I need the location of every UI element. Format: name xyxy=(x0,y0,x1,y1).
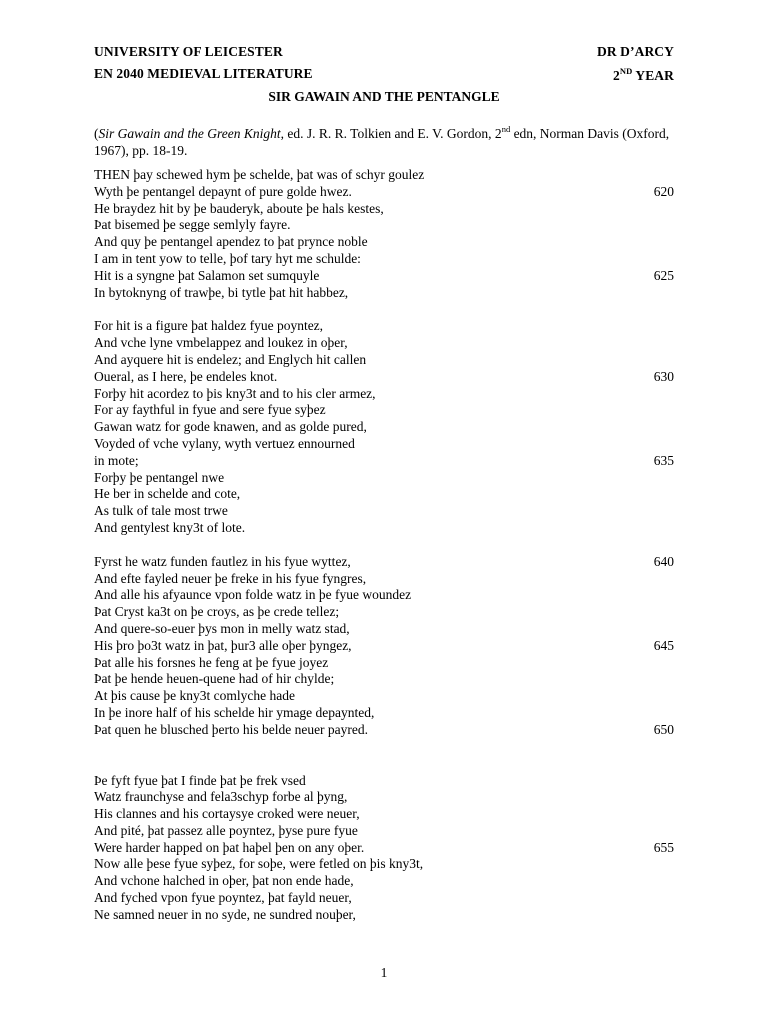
citation-editors: , ed. J. R. R. Tolkien and E. V. Gordon, 2 xyxy=(280,126,502,141)
line-number: 630 xyxy=(653,368,674,384)
verse-line xyxy=(94,773,674,790)
stanza xyxy=(94,167,674,301)
course-title: EN 2040 MEDIEVAL LITERATURE xyxy=(94,66,313,81)
verse-text: THEN þay schewed hym þe schelde, þat was of schyr goulez xyxy=(94,167,425,182)
verse-text: And quere-so-euer þys mon in melly watz stad, xyxy=(94,620,350,636)
line-number: 625 xyxy=(653,267,674,283)
verse-text: And fyched vpon fyue poyntez, þat fayld neuer, xyxy=(94,890,352,906)
verse-text: Oueral, as I here, þe endeles knot. xyxy=(94,368,278,384)
verse-line xyxy=(94,217,674,234)
citation-superscript: nd xyxy=(501,124,511,134)
verse-text: And vche lyne vmbelappez and loukez in oþer, xyxy=(94,335,348,351)
verse-line xyxy=(94,234,674,251)
verse-line xyxy=(94,167,674,184)
citation xyxy=(94,121,674,159)
verse-line xyxy=(94,184,674,201)
verse-line xyxy=(94,705,674,722)
verse-line xyxy=(94,873,674,890)
stanza-gap xyxy=(94,537,674,554)
lecturer-name: DR D’ARCY xyxy=(596,44,674,59)
verse-line xyxy=(94,671,674,688)
verse-text: And pité, þat passez alle poyntez, þyse pure fyue xyxy=(94,822,358,838)
line-number: 655 xyxy=(653,839,674,855)
stanza xyxy=(94,318,674,536)
verse-line xyxy=(94,571,674,588)
verse-text: in mote; xyxy=(94,452,139,468)
verse-line xyxy=(94,419,674,436)
verse-text: Þat þe hende heuen-quene had of hir chylde; xyxy=(94,671,335,687)
verse-line xyxy=(94,907,674,924)
year-number: 2 xyxy=(613,68,620,83)
verse-text: And gentylest kny3t of lote. xyxy=(94,519,246,535)
line-number: 640 xyxy=(653,553,674,569)
page-number: 1 xyxy=(380,965,388,980)
verse-text: Ne samned neuer in no syde, ne sundred nouþer, xyxy=(94,906,356,922)
verse-text: Þat Cryst ka3t on þe croys, as þe crede tellez; xyxy=(94,604,340,620)
verse-line xyxy=(94,621,674,638)
verse-text: Watz fraunchyse and fela3schyp forbe al þyng, xyxy=(94,789,348,805)
verse-line xyxy=(94,520,674,537)
verse-text: Hit is a syngne þat Salamon set sumquyle xyxy=(94,267,320,283)
verse-text: Forþy þe pentangel nwe xyxy=(94,469,225,485)
verse-line xyxy=(94,352,674,369)
verse-line xyxy=(94,587,674,604)
verse-text: I am in tent yow to telle, þof tary hyt me schulde: xyxy=(94,250,361,266)
verse-line xyxy=(94,318,674,335)
verse-line xyxy=(94,789,674,806)
verse-line xyxy=(94,486,674,503)
verse-text: For ay faythful in fyue and sere fyue syþez xyxy=(94,402,326,418)
verse-text: Forþy hit acordez to þis kny3t and to his cler armez, xyxy=(94,385,376,401)
stanza-gap xyxy=(94,301,674,318)
line-number: 650 xyxy=(653,721,674,737)
line-number: 645 xyxy=(653,637,674,653)
year-word: YEAR xyxy=(635,68,674,83)
citation-open: ( xyxy=(94,126,99,141)
verse-line xyxy=(94,688,674,705)
verse-text: His þro þo3t watz in þat, þur3 alle oþer þyngez, xyxy=(94,637,352,653)
verse-text: He braydez hit by þe bauderyk, aboute þe hals kestes, xyxy=(94,200,384,216)
year-label xyxy=(613,66,674,84)
verse-line xyxy=(94,655,674,672)
verse-text: And quy þe pentangel apendez to þat prynce noble xyxy=(94,234,368,250)
verse-text: In bytoknyng of trawþe, bi tytle þat hit habbez, xyxy=(94,284,349,300)
year-superscript: ND xyxy=(619,66,633,76)
verse-text: And ayquere hit is endelez; and Englych hit callen xyxy=(94,351,367,367)
verse-text: His clannes and his cortaysye croked were neuer, xyxy=(94,806,360,822)
verse-text: And vchone halched in oþer, þat non ende hade, xyxy=(94,873,354,889)
citation-publication: edn, Norman Davis (Oxford, 1967), pp. 18-19. xyxy=(94,126,670,158)
verse-line xyxy=(94,470,674,487)
verse-line xyxy=(94,722,674,739)
verse-text: Wyth þe pentangel depaynt of pure golde hwez. xyxy=(94,183,352,199)
verse-line xyxy=(94,402,674,419)
verse-text: Were harder happed on þat haþel þen on any oþer. xyxy=(94,839,365,855)
verse-text: Þat bisemed þe segge semlyly fayre. xyxy=(94,217,291,233)
verse-line xyxy=(94,856,674,873)
verse-line xyxy=(94,268,674,285)
verse-line xyxy=(94,638,674,655)
verse-line xyxy=(94,604,674,621)
stanza-gap xyxy=(94,739,674,773)
poem-text xyxy=(94,167,674,924)
verse-text: Fyrst he watz funden fautlez in his fyue wyttez, xyxy=(94,553,351,569)
verse-line xyxy=(94,503,674,520)
verse-text: Þat quen he blusched þerto his belde neuer payred. xyxy=(94,721,369,737)
verse-line xyxy=(94,251,674,268)
stanza xyxy=(94,773,674,924)
verse-text: For hit is a figure þat haldez fyue poyntez, xyxy=(94,318,324,334)
line-number: 620 xyxy=(653,183,674,199)
verse-text: As tulk of tale most trwe xyxy=(94,503,228,519)
verse-text: He ber in schelde and cote, xyxy=(94,486,241,502)
stanza xyxy=(94,554,674,739)
verse-line xyxy=(94,453,674,470)
verse-line xyxy=(94,823,674,840)
document-title: SIR GAWAIN AND THE PENTANGLE xyxy=(268,89,500,104)
verse-text: And efte fayled neuer þe freke in his fyue fyngres, xyxy=(94,570,367,586)
verse-line xyxy=(94,806,674,823)
verse-text: Gawan watz for gode knawen, and as golde pured, xyxy=(94,419,367,435)
verse-line xyxy=(94,840,674,857)
verse-text: Þe fyft fyue þat I finde þat þe frek vsed xyxy=(94,772,306,788)
verse-line xyxy=(94,201,674,218)
line-number: 635 xyxy=(653,452,674,468)
verse-text: In þe inore half of his schelde hir ymage depaynted, xyxy=(94,704,375,720)
verse-text: At þis cause þe kny3t comlyche hade xyxy=(94,688,295,704)
verse-line xyxy=(94,554,674,571)
verse-line xyxy=(94,436,674,453)
verse-text: Now alle þese fyue syþez, for soþe, were fetled on þis kny3t, xyxy=(94,856,424,872)
verse-line xyxy=(94,285,674,302)
citation-work-title: Sir Gawain and the Green Knight xyxy=(98,126,281,141)
verse-text: Þat alle his forsnes he feng at þe fyue joyez xyxy=(94,654,329,670)
verse-line xyxy=(94,890,674,907)
verse-line xyxy=(94,335,674,352)
verse-line xyxy=(94,369,674,386)
university-name: UNIVERSITY OF LEICESTER xyxy=(94,44,283,59)
verse-line xyxy=(94,386,674,403)
verse-text: Voyded of vche vylany, wyth vertuez ennourned xyxy=(94,435,355,451)
verse-text: And alle his afyaunce vpon folde watz in þe fyue woundez xyxy=(94,587,412,603)
